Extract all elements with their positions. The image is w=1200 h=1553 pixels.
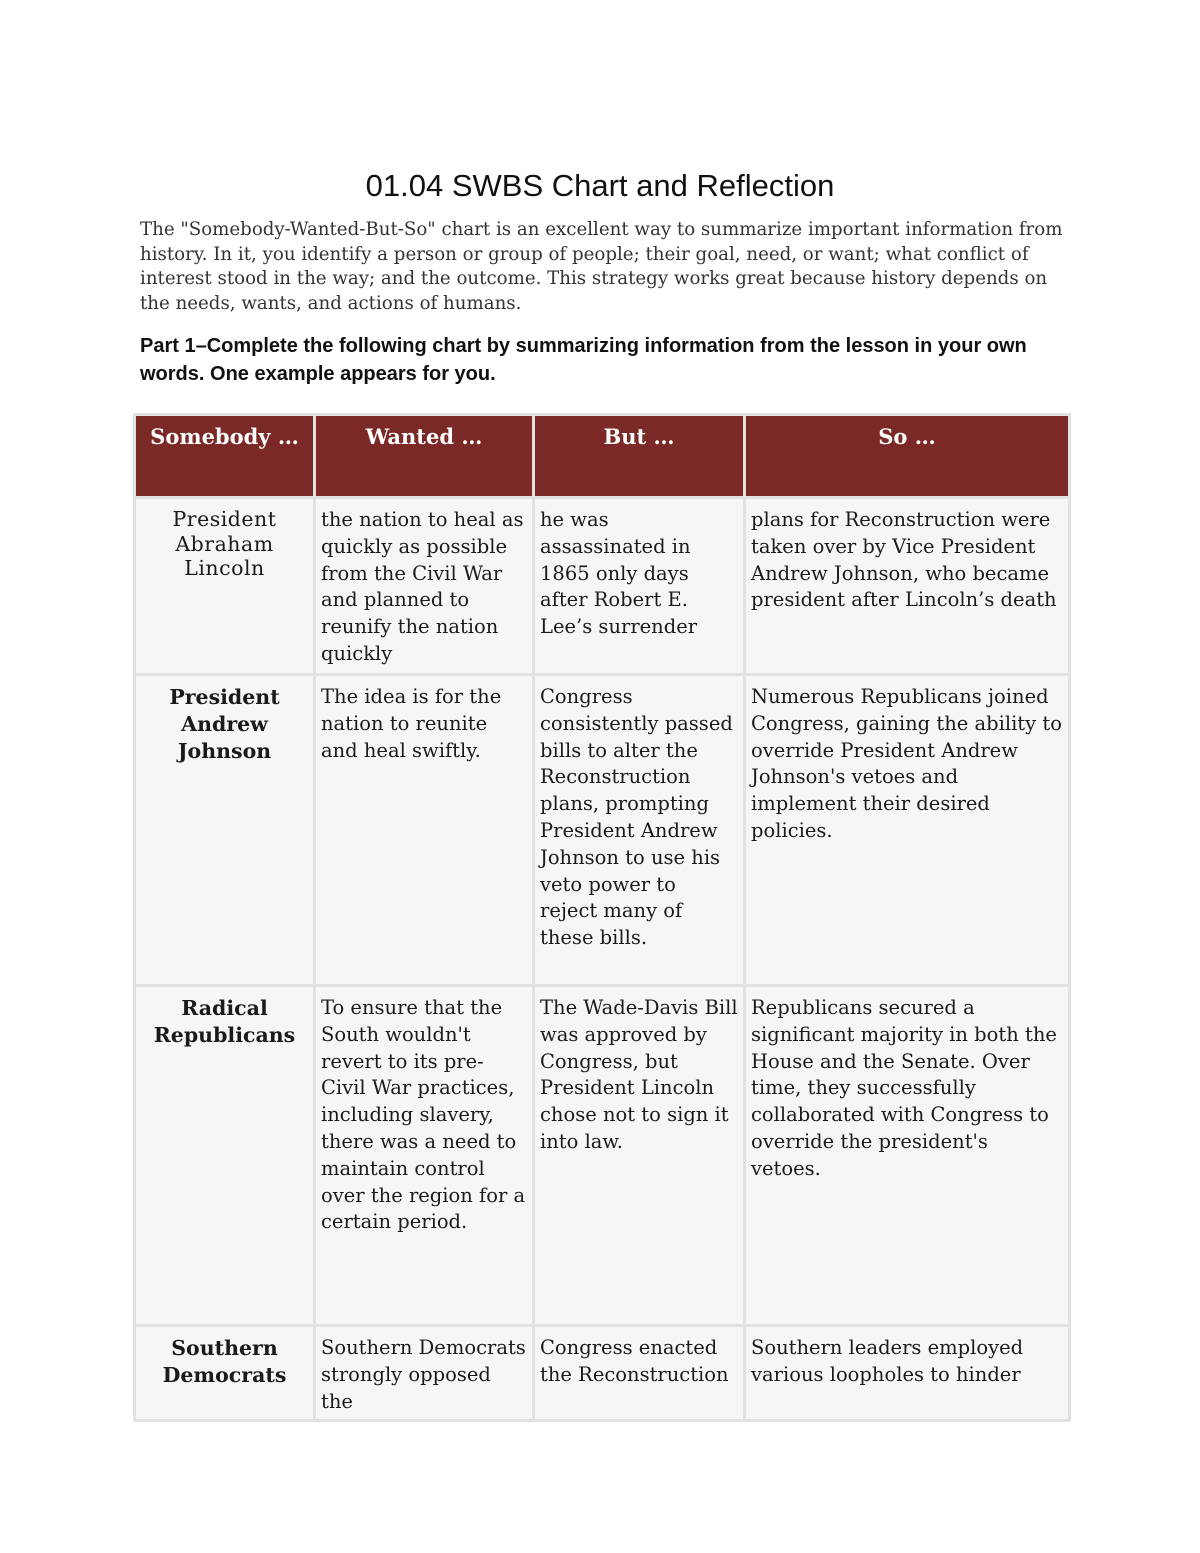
intro-paragraph: The "Somebody-Wanted-But-So" chart is an excellent way to summarize important information from history. In it, you identify a person or group of people; their goal, need, or want; what conflict of interest stood in the way; and the outcome. This strategy works great because history depends on the needs, wants, and actions of humans. [140,219,1063,314]
page-title: 01.04 SWBS Chart and Reflection [365,168,835,203]
so-cell: Republicans secured a significant majority in both the House and the Senate. Over time, they successfully collaborated with Congress to override the president's vetoes. [745,986,1070,1326]
so-cell: Southern leaders employed various loopholes to hinder [745,1326,1070,1421]
wanted-cell: the nation to heal as quickly as possible from the Civil War and planned to reunify the nation quickly [315,498,534,675]
header-so: So … [745,415,1070,498]
table-row [135,986,1070,1326]
wanted-cell: The idea is for the nation to reunite and heal swiftly. [315,675,534,986]
somebody-cell: President Andrew Johnson [135,675,315,986]
swbs-table [133,413,1071,1422]
wanted-cell: Southern Democrats strongly opposed the [315,1326,534,1421]
so-cell: Numerous Republicans joined Congress, gaining the ability to override President Andrew Johnson's vetoes and implement their desired policies. [745,675,1070,986]
header-somebody: Somebody … [135,415,315,498]
so-cell: plans for Reconstruction were taken over by Vice President Andrew Johnson, who became president after Lincoln’s death [745,498,1070,675]
header-wanted: Wanted … [315,415,534,498]
table-header-row [135,415,1070,498]
table-row [135,498,1070,675]
wanted-cell: To ensure that the South wouldn't revert to its pre-Civil War practices, including slavery, there was a need to maintain control over the region for a certain period. [315,986,534,1326]
somebody-cell: President Abraham Lincoln [135,498,315,675]
but-cell: he was assassinated in 1865 only days after Robert E. Lee’s surrender [534,498,745,675]
but-cell: Congress enacted the Reconstruction [534,1326,745,1421]
but-cell: Congress consistently passed bills to alter the Reconstruction plans, prompting President Andrew Johnson to use his veto power to reject many of these bills. [534,675,745,986]
table-row [135,1326,1070,1421]
part1-instructions: Part 1–Complete the following chart by summarizing information from the lesson in your own words. One example appears for you. [140,335,1027,385]
header-but: But … [534,415,745,498]
somebody-cell: Radical Republicans [135,986,315,1326]
but-cell: The Wade-Davis Bill was approved by Congress, but President Lincoln chose not to sign it into law. [534,986,745,1326]
table-row [135,675,1070,986]
somebody-cell: Southern Democrats [135,1326,315,1421]
